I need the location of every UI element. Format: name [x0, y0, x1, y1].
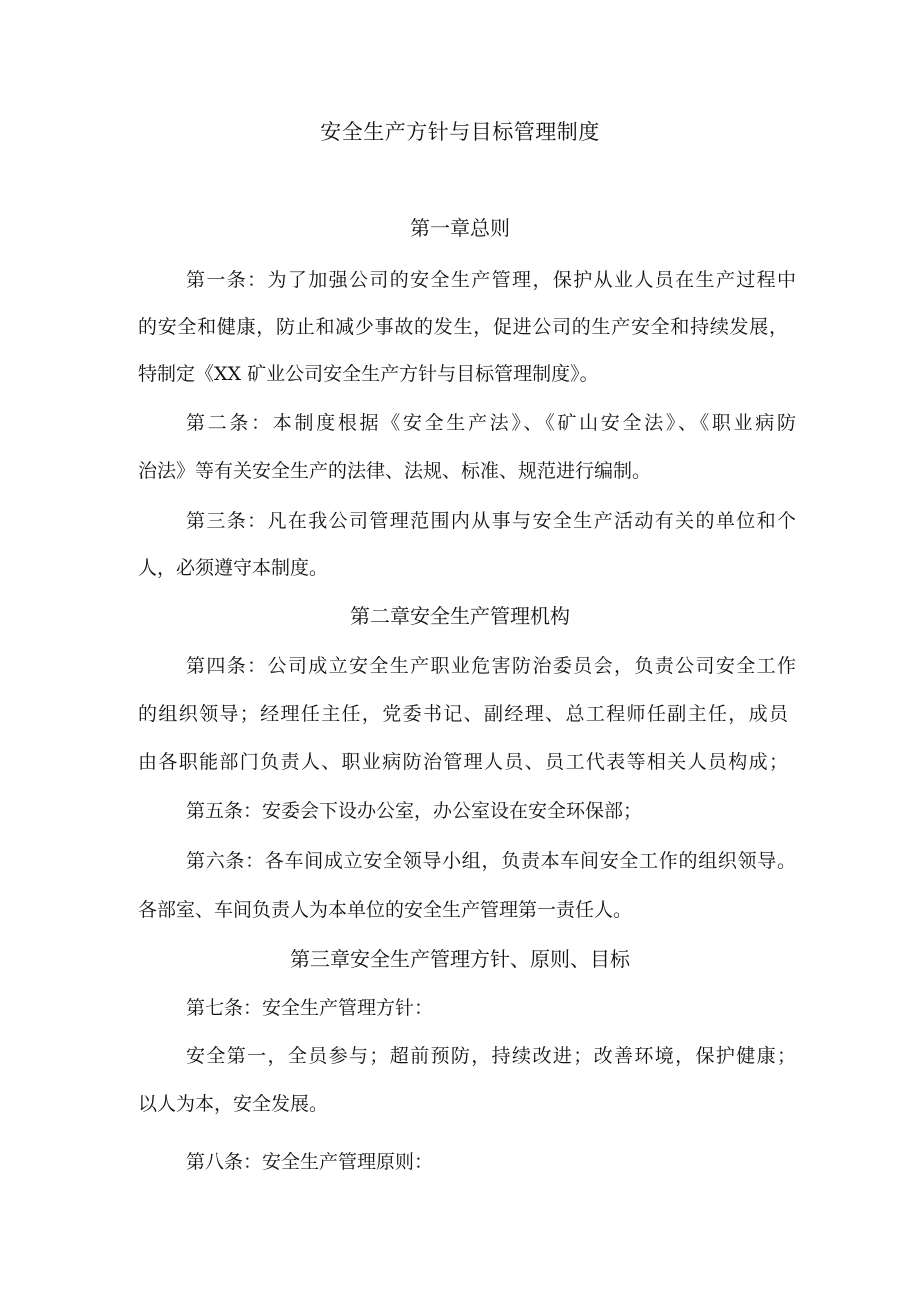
article-3-line-2: 人，必须遵守本制度。 — [138, 557, 329, 579]
chapter-2-heading: 第二章安全生产管理机构 — [350, 604, 570, 628]
policy-line-1: 安全第一，全员参与；超前预防，持续改进；改善环境，保护健康； — [186, 1045, 796, 1067]
article-4-line-1: 第四条：公司成立安全生产职业危害防治委员会，负责公司安全工作 — [186, 655, 796, 677]
article-2-line-1: 第二条：本制度根据《安全生产法》、《矿山安全法》、《职业病防 — [186, 412, 796, 434]
article-8-line-1: 第八条：安全生产管理原则： — [186, 1151, 434, 1173]
chapter-1-heading: 第一章总则 — [410, 216, 510, 240]
article-1-line-1: 第一条：为了加强公司的安全生产管理，保护从业人员在生产过程中 — [186, 269, 796, 291]
policy-line-2: 以人为本，安全发展。 — [138, 1093, 329, 1115]
article-1-line-2: 的安全和健康，防止和减少事故的发生，促进公司的生产安全和持续发展， — [138, 316, 788, 338]
article-6-line-1: 第六条：各车间成立安全领导小组，负责本车间安全工作的组织领导。 — [186, 850, 796, 872]
article-4-line-2: 的组织领导；经理任主任，党委书记、副经理、总工程师任副主任，成员 — [138, 703, 788, 725]
article-4-line-3: 由各职能部门负责人、职业病防治管理人员、员工代表等相关人员构成； — [138, 751, 788, 773]
document-title: 安全生产方针与目标管理制度 — [320, 120, 600, 144]
chapter-3-heading: 第三章安全生产管理方针、原则、目标 — [290, 947, 630, 971]
article-2-line-2: 治法》等有关安全生产的法律、法规、标准、规范进行编制。 — [138, 460, 652, 482]
article-3-line-1: 第三条：凡在我公司管理范围内从事与安全生产活动有关的单位和个 — [186, 510, 796, 532]
article-6-line-2: 各部室、车间负责人为本单位的安全生产管理第一责任人。 — [138, 899, 633, 921]
article-7-line-1: 第七条：安全生产管理方针： — [186, 997, 434, 1019]
article-5-line-1: 第五条：安委会下设办公室，办公室设在安全环保部； — [186, 800, 643, 822]
article-1-line-3: 特制定《XX 矿业公司安全生产方针与目标管理制度》。 — [138, 363, 599, 385]
